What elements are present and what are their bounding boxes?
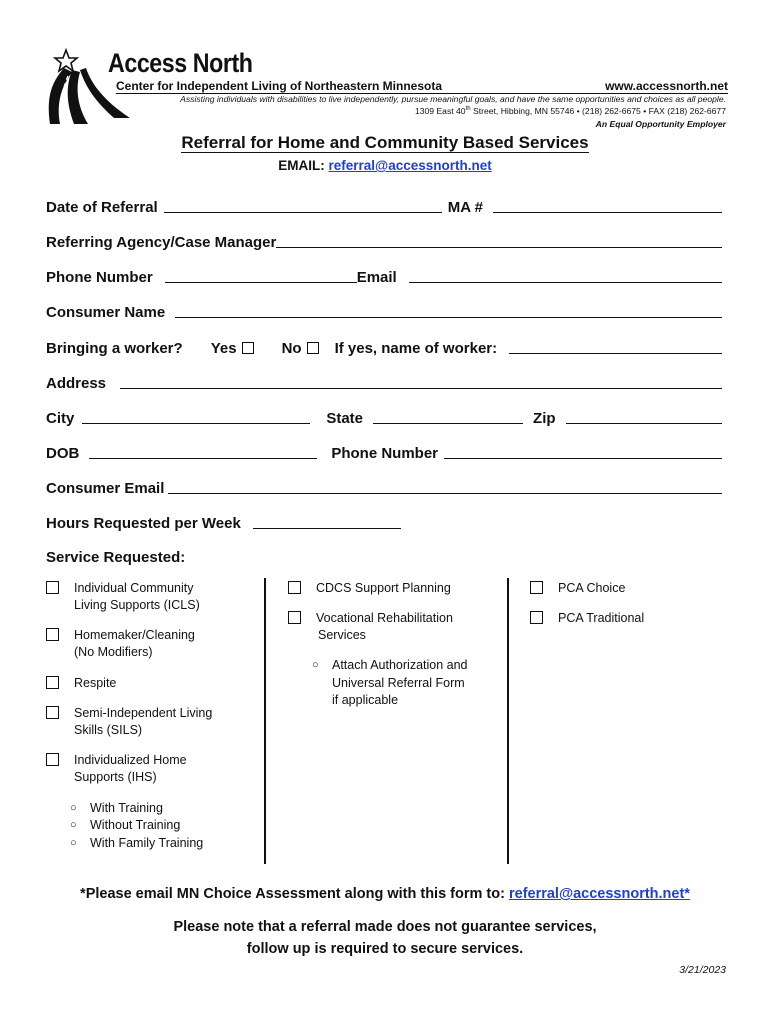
bringing-worker-label: Bringing a worker? [46, 340, 183, 357]
row-phone-email [46, 264, 722, 286]
row-address [46, 370, 722, 392]
address-label: Address [46, 375, 107, 392]
yes-label: Yes [210, 340, 237, 357]
office-address: 1309 East 40th Street, Hibbing, MN 55746 • (218) 262-6675 • FAX (218) 262-6677 [414, 106, 726, 116]
hours-requested-label: Hours Requested per Week [46, 515, 241, 532]
footer-disclaimer: Please note that a referral made does not guarantee services, follow up is required to secure services. [173, 919, 597, 957]
form-email-line [0, 158, 770, 173]
service-icls[interactable]: Individual Community Living Supports (ICLS) [46, 580, 256, 614]
ihs-option-with-training: ○ With Training [70, 800, 250, 818]
worker-name-field[interactable] [509, 339, 722, 354]
service-pca-traditional[interactable]: PCA Traditional [530, 610, 720, 627]
email-field[interactable] [409, 268, 722, 283]
service-homemaker[interactable]: Homemaker/Cleaning (No Modifiers) [46, 627, 256, 661]
email-link[interactable]: referral@accessnorth.net [328, 158, 492, 173]
checkbox-icon[interactable] [288, 581, 301, 594]
column-divider-1 [264, 578, 266, 864]
row-dob-phone [46, 440, 722, 462]
circle-bullet-icon: ○ [70, 837, 77, 849]
checkbox-icon[interactable] [530, 581, 543, 594]
circle-bullet-icon: ○ [312, 659, 319, 671]
no-label: No [281, 340, 302, 357]
circle-bullet-icon: ○ [70, 802, 77, 814]
dob-field[interactable] [89, 444, 317, 459]
phone-number-2-label: Phone Number [331, 445, 439, 462]
state-label: State [326, 410, 364, 427]
column-divider-2 [507, 578, 509, 864]
consumer-email-label: Consumer Email [46, 480, 165, 497]
zip-field[interactable] [566, 409, 722, 424]
equal-opportunity-text: An Equal Opportunity Employer [595, 119, 726, 129]
footer-email-note: *Please email MN Choice Assessment along with this form to: referral@accessnorth.net* [80, 886, 690, 902]
service-requested-label: Service Requested: [46, 549, 186, 566]
city-label: City [46, 410, 75, 427]
form-title: Referral for Home and Community Based Services [181, 133, 589, 152]
phone-number-label: Phone Number [46, 269, 153, 286]
zip-label: Zip [533, 410, 556, 427]
dob-label: DOB [46, 445, 80, 462]
checkbox-icon[interactable] [46, 706, 59, 719]
checkbox-icon[interactable] [530, 611, 543, 624]
footer-email-link[interactable]: referral@accessnorth.net* [508, 886, 690, 902]
tagline: Assisting individuals with disabilities to live independently, pursue meaningful goals, and have the same opportunities and choices as all people. [180, 94, 726, 104]
service-vocational-rehab[interactable]: Vocational Rehabilitation Services [288, 610, 498, 644]
service-ihs[interactable]: Individualized Home Supports (IHS) [46, 752, 256, 786]
ma-number-label: MA # [447, 199, 483, 216]
hours-requested-field[interactable] [253, 514, 401, 529]
state-field[interactable] [373, 409, 523, 424]
no-checkbox[interactable] [307, 342, 319, 354]
date-of-referral-label: Date of Referral [46, 199, 158, 216]
row-bringing-worker [46, 335, 722, 357]
ihs-option-family-training: ○ With Family Training [70, 835, 250, 853]
checkbox-icon[interactable] [288, 611, 301, 624]
row-city-state-zip [46, 405, 722, 427]
phone-number-field[interactable] [165, 268, 357, 283]
consumer-name-field[interactable] [175, 303, 722, 318]
referring-agency-field[interactable] [276, 233, 722, 248]
phone-number-2-field[interactable] [444, 444, 722, 459]
row-date-ma [46, 194, 722, 216]
form-revision-date: 3/21/2023 [679, 964, 726, 976]
ihs-option-without-training: ○ Without Training [70, 817, 250, 835]
vocational-note: ○ Attach Authorization and Universal Referral Form if applicable [312, 658, 468, 707]
address-field[interactable] [120, 374, 722, 389]
date-of-referral-field[interactable] [164, 198, 442, 213]
consumer-name-label: Consumer Name [46, 304, 166, 321]
checkbox-icon[interactable] [46, 753, 59, 766]
service-respite[interactable]: Respite [46, 675, 256, 692]
row-consumer-name [46, 299, 722, 321]
service-pca-choice[interactable]: PCA Choice [530, 580, 720, 597]
row-hours-requested [46, 510, 722, 532]
service-sils[interactable]: Semi-Independent Living Skills (SILS) [46, 705, 256, 739]
referring-agency-label: Referring Agency/Case Manager [46, 234, 277, 251]
yes-checkbox[interactable] [242, 342, 254, 354]
email-field-label: Email [356, 269, 397, 286]
city-field[interactable] [82, 409, 310, 424]
circle-bullet-icon: ○ [70, 819, 77, 831]
service-cdcs[interactable]: CDCS Support Planning [288, 580, 498, 597]
email-label: EMAIL: [278, 158, 325, 173]
row-consumer-email [46, 475, 722, 497]
checkbox-icon[interactable] [46, 628, 59, 641]
checkbox-icon[interactable] [46, 581, 59, 594]
row-referring-agency [46, 229, 722, 251]
brand-name: Access North [108, 48, 253, 78]
ma-number-field[interactable] [493, 198, 722, 213]
website-link[interactable]: www.accessnorth.net [605, 79, 728, 93]
row-service-requested [46, 544, 722, 566]
consumer-email-field[interactable] [168, 479, 722, 494]
center-name: Center for Independent Living of Northeastern Minnesota [116, 79, 443, 93]
checkbox-icon[interactable] [46, 676, 59, 689]
worker-name-label: If yes, name of worker: [334, 340, 498, 357]
